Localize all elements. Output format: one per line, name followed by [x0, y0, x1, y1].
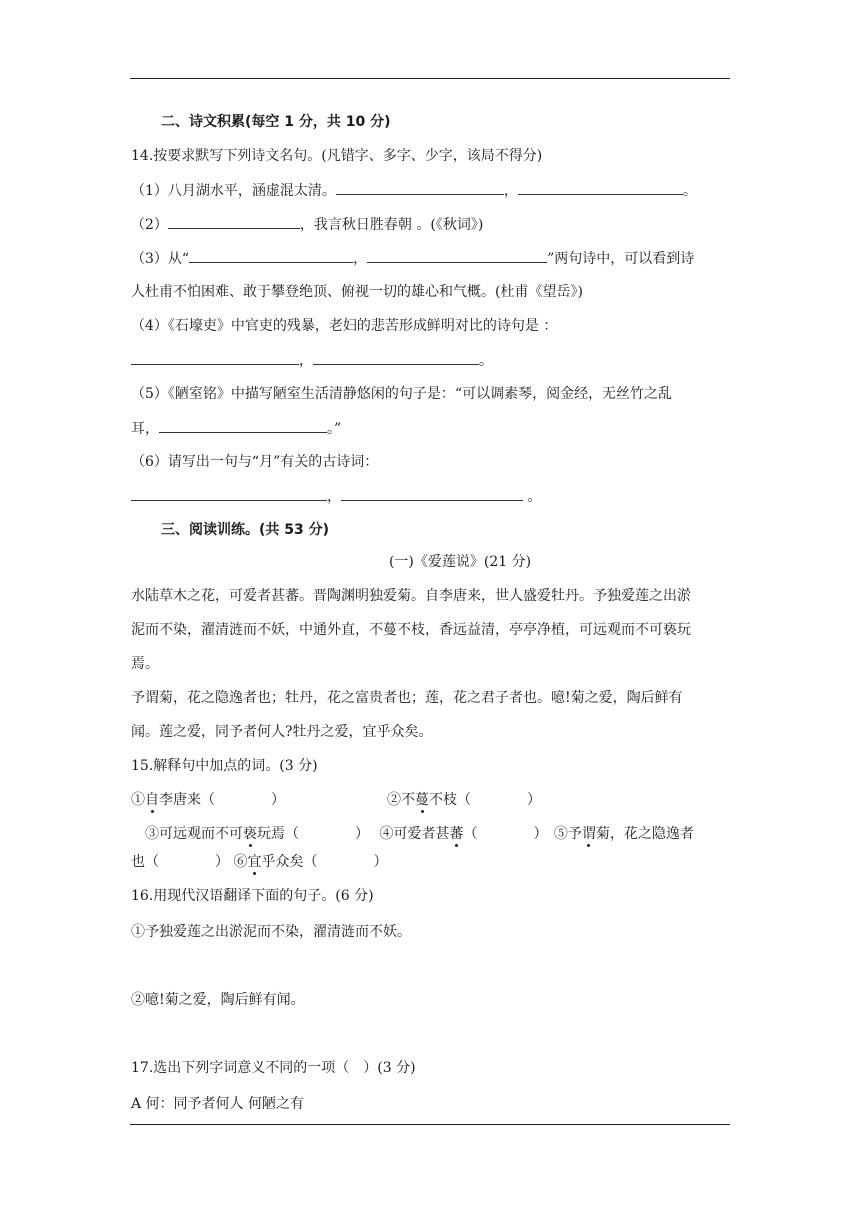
answer-blank[interactable] [341, 486, 523, 501]
question-17-option-a: A 何：同予者何人 何陋之有 [131, 1096, 305, 1112]
item-4-blanks [131, 350, 731, 371]
item-5-cont [131, 418, 731, 439]
question-17-prompt: 17.选出下列字词意义不同的一项（ ）(3 分) [131, 1060, 416, 1076]
item-1-text: （1）八月湖水平，涵虚混太清。 [131, 183, 336, 199]
answer-blank[interactable] [336, 180, 504, 195]
item-2-text-b: ，我言秋日胜春朝 。(《秋词》) [299, 217, 484, 233]
q15-item-text: 不枝（ ） [429, 792, 541, 808]
question-15-prompt: 15.解释句中加点的词。(3 分) [131, 758, 318, 774]
question-16-item-2: ②噫!菊之爱，陶后鲜有闻。 [131, 992, 305, 1008]
answer-blank[interactable] [367, 248, 547, 263]
question-15-row-2 [145, 824, 745, 844]
q15-item-2 [387, 790, 541, 810]
question-16-prompt: 16.用现代汉语翻译下面的句子。(6 分) [131, 888, 374, 904]
item-4-sep: ， [299, 353, 313, 369]
q15-item-text: ④可爱者甚 [379, 826, 450, 842]
passage-line: 予谓菊，花之隐逸者也；牡丹，花之富贵者也；莲，花之君子者也。噫!菊之爱，陶后鲜有 [131, 690, 683, 706]
q15-item-4 [379, 826, 547, 842]
dotted-word: 蔓 [415, 792, 429, 808]
item-6-blanks [131, 486, 731, 507]
q15-item-text: 乎众矣（ ） [261, 854, 388, 870]
item-4-end: 。 [479, 353, 493, 369]
dotted-word: 亵 [243, 826, 257, 842]
q15-item-6 [233, 854, 387, 870]
item-5: （5）《陋室铭》中描写陋室生活清静悠闲的句子是：“可以调素琴，阅金经，无丝竹之乱 [131, 386, 673, 402]
q15-item-text: 玩焉（ ） [257, 826, 369, 842]
answer-blank[interactable] [131, 350, 299, 365]
q15-item-text: ③可远观而不可 [145, 826, 243, 842]
answer-blank[interactable] [131, 486, 327, 501]
item-3 [131, 248, 731, 269]
answer-blank[interactable] [168, 214, 300, 229]
dotted-word: 蕃 [449, 826, 464, 842]
item-5-end: 。” [327, 421, 342, 437]
q15-item-3 [145, 826, 369, 842]
item-3-text: （3）从“ [131, 251, 190, 267]
item-2 [131, 214, 731, 235]
q15-item-text: ②不 [387, 792, 415, 808]
q15-item-text: ⑤予 [553, 826, 582, 842]
item-6-sep: ， [327, 489, 341, 505]
passage-title: (一)《爱莲说》(21 分) [388, 554, 532, 570]
q15-item-1 [131, 790, 285, 810]
item-6: （6）请写出一句与“月”有关的古诗词： [131, 454, 379, 470]
answer-blank[interactable] [518, 180, 683, 195]
dotted-word: 宜 [247, 854, 262, 870]
section-3-title: 三、阅读训练。(共 53 分) [161, 522, 330, 538]
item-2-text: （2） [131, 217, 168, 233]
question-15-row-3 [131, 852, 731, 872]
passage-line: 焉。 [131, 656, 159, 672]
q15-item-text: ⑥ [233, 854, 248, 870]
question-14-prompt: 14.按要求默写下列诗文名句。(凡错字、多字、少字，该局不得分) [131, 148, 543, 164]
item-3-sep: ， [353, 251, 368, 267]
item-1 [131, 180, 731, 201]
passage-line: 泥而不染，濯清涟而不妖，中通外直，不蔓不枝，香远益清，亭亭净植，可远观而不可亵玩 [131, 622, 691, 638]
q15-item-5 [554, 826, 694, 842]
item-4: （4）《石壕吏》中官吏的残暴，老妇的悲苦形成鲜明对比的诗句是 ： [131, 318, 558, 334]
answer-blank[interactable] [159, 418, 327, 433]
footer-rule [130, 1124, 730, 1125]
item-5-text-b: 耳， [131, 421, 159, 437]
item-6-end: 。 [523, 489, 542, 505]
answer-blank[interactable] [313, 350, 479, 365]
item-1-end: 。 [682, 183, 697, 199]
dotted-word: 自 [145, 792, 159, 808]
item-3-cont: 人杜甫不怕困难、敢于攀登绝顶、俯视一切的雄心和气概。(杜甫《望岳》) [131, 284, 583, 300]
question-16-item-1: ①予独爱莲之出淤泥而不染，濯清涟而不妖。 [131, 924, 411, 940]
q15-item-5-end: 也（ ） [131, 854, 229, 870]
dotted-word: 谓 [581, 826, 596, 842]
passage-line: 闻。莲之爱，同予者何人?牡丹之爱，宜乎众矣。 [131, 724, 433, 740]
item-3-text-b: ”两句诗中，可以看到诗 [547, 251, 695, 267]
q15-item-text: 菊，花之隐逸者 [595, 826, 694, 842]
passage-line: 水陆草木之花，可爱者甚蕃。晋陶渊明独爱菊。自李唐来，世人盛爱牡丹。予独爱莲之出淤 [131, 588, 691, 604]
section-2-title: 二、诗文积累(每空 1 分，共 10 分) [161, 114, 391, 130]
q15-item-text: 李唐来（ ） [159, 792, 285, 808]
answer-blank[interactable] [189, 248, 353, 263]
item-1-sep: ， [503, 183, 518, 199]
q15-item-text: （ ） [463, 826, 548, 842]
header-rule [130, 78, 730, 79]
q15-item-text: ① [131, 792, 145, 808]
